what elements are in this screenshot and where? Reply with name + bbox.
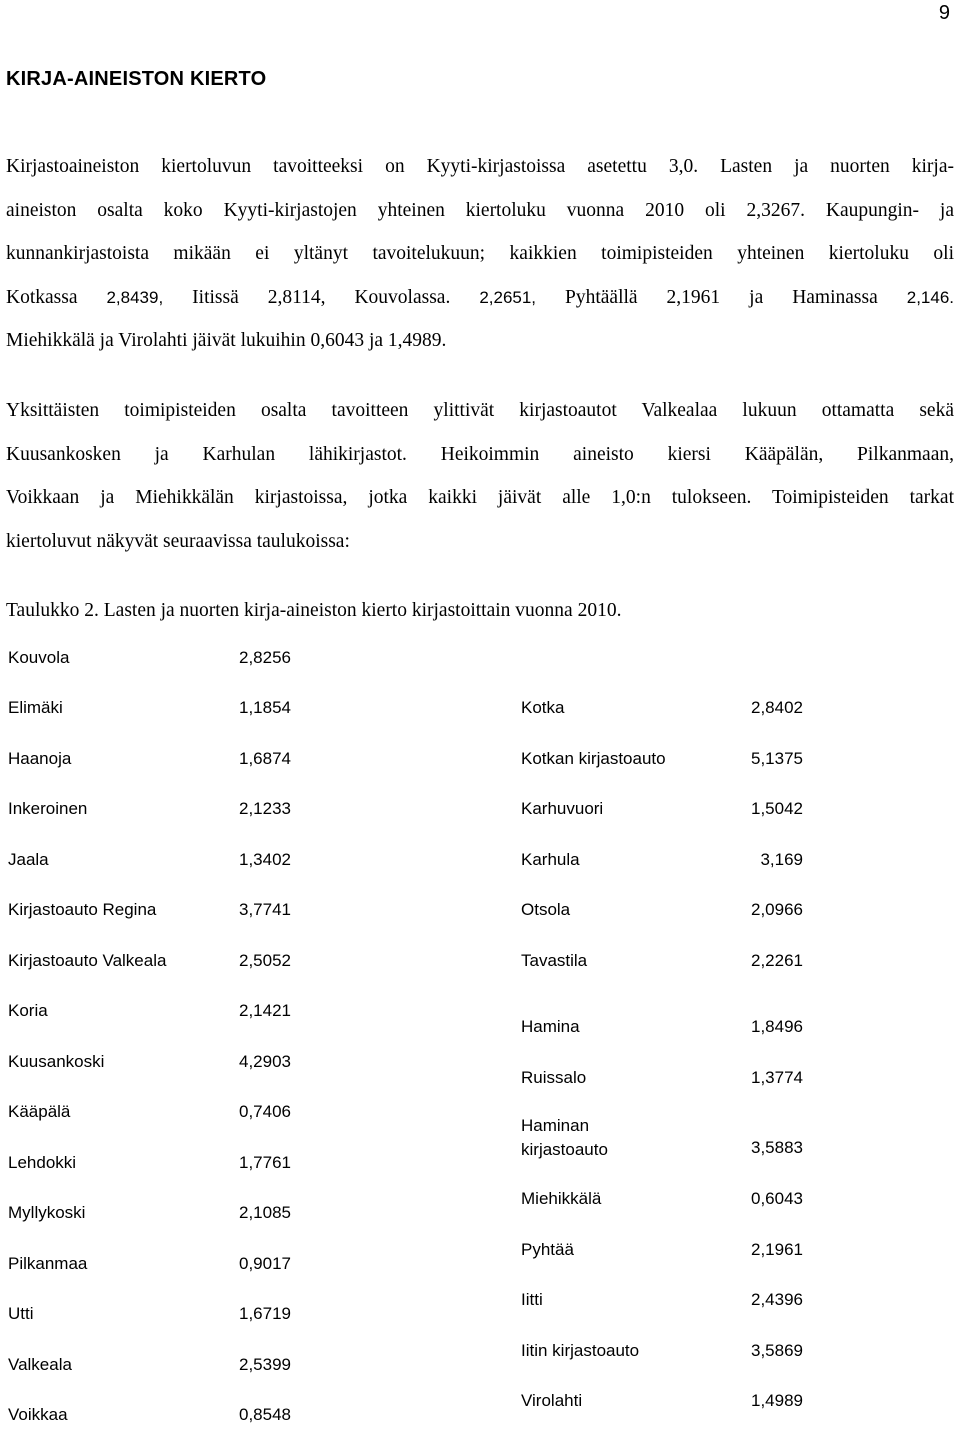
table-row — [521, 1114, 803, 1162]
table-row — [521, 1240, 803, 1264]
circulation-value: 2,0966 — [751, 900, 803, 919]
library-name: Jaala — [8, 850, 49, 869]
circulation-value: 0,7406 — [239, 1102, 291, 1121]
paragraph-line: Kirjastoaineiston kiertoluvun tavoitteeksi on Kyyti-kirjastoissa asetettu 3,0. Lasten ja nuorten kirja- — [6, 156, 954, 177]
library-name: Tavastila — [521, 951, 588, 970]
library-name: Inkeroinen — [8, 799, 88, 818]
circulation-value: 3,7741 — [239, 900, 291, 919]
table-row — [521, 1341, 803, 1365]
library-name: Ruissalo — [521, 1068, 587, 1087]
table-row — [8, 951, 291, 975]
table-row — [8, 749, 291, 773]
library-name: Koria — [8, 1001, 48, 1020]
table-row — [8, 850, 291, 874]
circulation-value: 2,5052 — [239, 951, 291, 970]
paragraph-line: Voikkaan ja Miehikkälän kirjastoissa, jotka kaikki jäivät alle 1,0:n tulokseen. Toimipisteiden tarkat — [6, 487, 954, 509]
circulation-value: 2,1085 — [239, 1203, 291, 1222]
paragraph-line: kiertoluvut näkyvät seuraavissa taulukoissa: — [6, 530, 350, 552]
circulation-value: 2,4396 — [751, 1290, 803, 1309]
circulation-value: 1,5042 — [751, 799, 803, 818]
table-row — [8, 1001, 291, 1025]
library-name: Kouvola — [8, 648, 70, 667]
table-row — [521, 749, 803, 773]
circulation-value: 3,169 — [760, 850, 803, 869]
circulation-value: 4,2903 — [239, 1052, 291, 1071]
paragraph-circulation-targets — [6, 145, 954, 363]
paragraph-line: Yksittäisten toimipisteiden osalta tavoitteen ylittivät kirjastoautot Valkealaa lukuun ottamatta sekä — [6, 400, 954, 421]
library-name-line: kirjastoauto — [521, 1140, 608, 1159]
table-row — [8, 1052, 291, 1076]
circulation-value: 0,8548 — [239, 1405, 291, 1424]
circulation-value: 1,7761 — [239, 1153, 291, 1172]
circulation-value: 2,8402 — [751, 698, 803, 717]
table-row — [521, 1189, 803, 1213]
text-run: Iitissä 2,8114, Kouvolassa. — [163, 286, 480, 308]
library-name: Kuusankoski — [8, 1052, 105, 1071]
table-row — [8, 1203, 291, 1227]
circulation-value: 2,8256 — [239, 648, 291, 667]
library-name: Myllykoski — [8, 1203, 86, 1222]
library-name — [521, 1114, 608, 1162]
number-run: 2,8439, — [106, 287, 164, 307]
library-name: Pilkanmaa — [8, 1254, 88, 1273]
library-name-line: Haminan — [521, 1116, 590, 1135]
text-run: Pyhtäällä 2,1961 ja Haminassa — [536, 286, 907, 308]
library-name: Pyhtää — [521, 1240, 574, 1259]
table-row — [8, 900, 291, 924]
paragraph-individual-branches — [6, 389, 954, 563]
paragraph-line: kunnankirjastoista mikään ei yltänyt tavoitelukuun; kaikkien toimipisteiden yhteinen kiertoluku oli — [6, 243, 954, 265]
circulation-value: 5,1375 — [751, 749, 803, 768]
library-name: Kääpälä — [8, 1102, 71, 1121]
circulation-value: 0,6043 — [751, 1189, 803, 1208]
library-name: Voikkaa — [8, 1405, 68, 1424]
library-name: Iitti — [521, 1290, 543, 1309]
table-row — [521, 698, 803, 722]
table-row — [8, 1304, 291, 1328]
table-row — [8, 698, 291, 722]
library-name: Kirjastoauto Regina — [8, 900, 157, 919]
circulation-value: 1,6874 — [239, 749, 291, 768]
library-name: Miehikkälä — [521, 1189, 602, 1208]
circulation-value: 1,3402 — [239, 850, 291, 869]
circulation-value: 1,1854 — [239, 698, 291, 717]
table-row — [8, 1355, 291, 1379]
table-row — [521, 1017, 803, 1041]
circulation-value: 1,8496 — [751, 1017, 803, 1036]
circulation-value: 2,1961 — [751, 1240, 803, 1259]
library-name: Otsola — [521, 900, 571, 919]
section-heading: KIRJA-AINEISTON KIERTO — [6, 68, 267, 90]
library-name: Elimäki — [8, 698, 63, 717]
library-name: Karhula — [521, 850, 580, 869]
text-run: Kotkassa — [6, 286, 107, 308]
circulation-value: 1,6719 — [239, 1304, 291, 1323]
table-row — [521, 1290, 803, 1314]
circulation-value: 2,1421 — [239, 1001, 291, 1020]
table-row — [8, 799, 291, 823]
page-number: 9 — [938, 2, 950, 24]
library-name: Virolahti — [521, 1391, 583, 1410]
library-name: Hamina — [521, 1017, 580, 1036]
library-name: Kotkan kirjastoauto — [521, 749, 666, 768]
table-row — [521, 1068, 803, 1092]
circulation-value: 0,9017 — [239, 1254, 291, 1273]
circulation-value: 1,3774 — [751, 1068, 803, 1087]
table-row — [521, 951, 803, 975]
table-row — [8, 1405, 291, 1429]
circulation-value: 3,5869 — [751, 1341, 803, 1360]
paragraph-line: aineiston osalta koko Kyyti-kirjastojen yhteinen kiertoluku vuonna 2010 oli 2,3267. Kaupungin- ja — [6, 199, 954, 221]
library-name: Valkeala — [8, 1355, 72, 1374]
table-caption: Taulukko 2. Lasten ja nuorten kirja-aineiston kierto kirjastoittain vuonna 2010. — [6, 600, 622, 621]
circulation-value: 2,1233 — [239, 799, 291, 818]
library-name: Utti — [8, 1304, 34, 1323]
table-row — [8, 648, 291, 672]
library-name: Haanoja — [8, 749, 72, 768]
library-name: Karhuvuori — [521, 799, 604, 818]
table-row — [521, 1391, 803, 1415]
paragraph-line: Kuusankosken ja Karhulan lähikirjastot. Heikoimmin aineisto kiersi Kääpälän, Pilkanmaan, — [6, 443, 954, 465]
number-run: 2,146. — [906, 287, 954, 307]
paragraph-line-mixed — [6, 276, 954, 320]
circulation-value: 3,5883 — [751, 1138, 803, 1157]
table-row — [8, 1254, 291, 1278]
paragraph-line: Miehikkälä ja Virolahti jäivät lukuihin 0,6043 ja 1,4989. — [6, 330, 447, 352]
circulation-value: 2,5399 — [239, 1355, 291, 1374]
library-name: Kirjastoauto Valkeala — [8, 951, 167, 970]
library-name: Iitin kirjastoauto — [521, 1341, 640, 1360]
library-name: Kotka — [521, 698, 565, 717]
circulation-value: 1,4989 — [751, 1391, 803, 1410]
table-row — [521, 900, 803, 924]
circulation-value: 2,2261 — [751, 951, 803, 970]
table-row — [521, 850, 803, 874]
table-row — [521, 799, 803, 823]
number-run: 2,2651, — [479, 287, 537, 307]
library-name: Lehdokki — [8, 1153, 77, 1172]
table-row — [8, 1102, 291, 1126]
table-row — [8, 1153, 291, 1177]
